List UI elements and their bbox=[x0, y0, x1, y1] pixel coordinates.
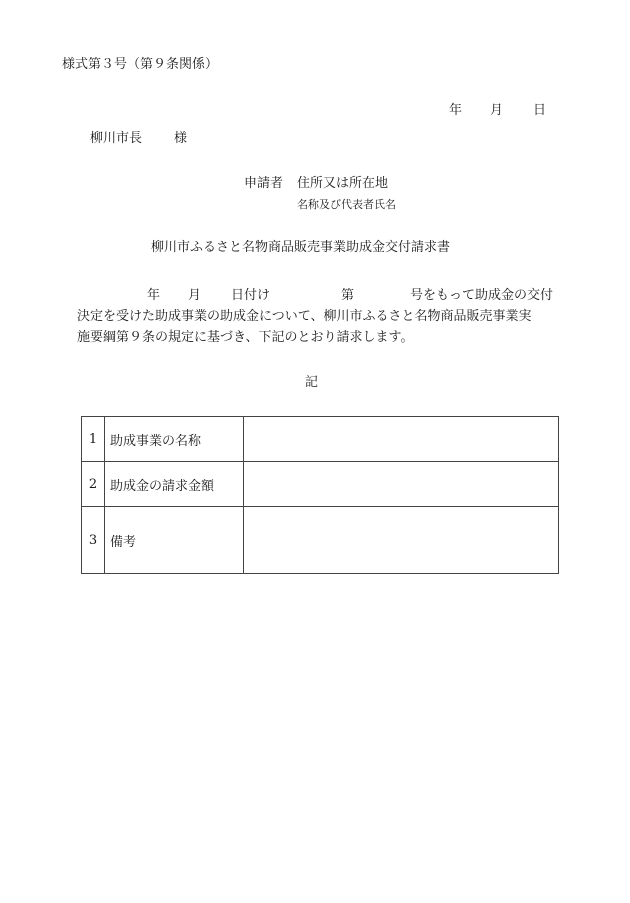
row-value-cell[interactable] bbox=[244, 417, 559, 462]
document-title: 柳川市ふるさと名物商品販売事業助成金交付請求書 bbox=[151, 240, 451, 255]
applicant-address-label: 住所又は所在地 bbox=[297, 176, 389, 191]
row-number: 1 bbox=[82, 417, 105, 462]
row-number: 2 bbox=[82, 462, 105, 507]
ki-label: 記 bbox=[305, 375, 319, 390]
table-row bbox=[82, 507, 559, 574]
table-row bbox=[82, 417, 559, 462]
date-month-label: 月 bbox=[490, 103, 504, 118]
body-month: 月 bbox=[188, 288, 202, 303]
form-number: 様式第３号（第９条関係） bbox=[62, 57, 219, 72]
body-day-suffix: 日付け bbox=[231, 288, 271, 303]
date-year-label: 年 bbox=[449, 103, 463, 118]
addressee-name: 柳川市長 bbox=[90, 131, 143, 146]
table-row bbox=[82, 462, 559, 507]
body-year: 年 bbox=[147, 288, 161, 303]
body-line2: 決定を受けた助成事業の助成金について、柳川市ふるさと名物商品販売事業実 bbox=[77, 309, 532, 324]
date-day-label: 日 bbox=[533, 103, 547, 118]
body-line3: 施要綱第９条の規定に基づき、下記のとおり請求します。 bbox=[77, 330, 414, 345]
body-line1-end: 号をもって助成金の交付 bbox=[410, 288, 554, 303]
addressee-honorific: 様 bbox=[174, 131, 188, 146]
row-value-cell[interactable] bbox=[244, 507, 559, 574]
applicant-name-label: 名称及び代表者氏名 bbox=[297, 198, 396, 211]
row-value-cell[interactable] bbox=[244, 462, 559, 507]
row-label: 助成金の請求金額 bbox=[105, 462, 244, 507]
request-table bbox=[81, 416, 559, 574]
row-label: 備考 bbox=[105, 507, 244, 574]
row-number: 3 bbox=[82, 507, 105, 574]
row-label: 助成事業の名称 bbox=[105, 417, 244, 462]
body-number-prefix: 第 bbox=[341, 288, 355, 303]
applicant-label: 申請者 bbox=[244, 176, 284, 191]
